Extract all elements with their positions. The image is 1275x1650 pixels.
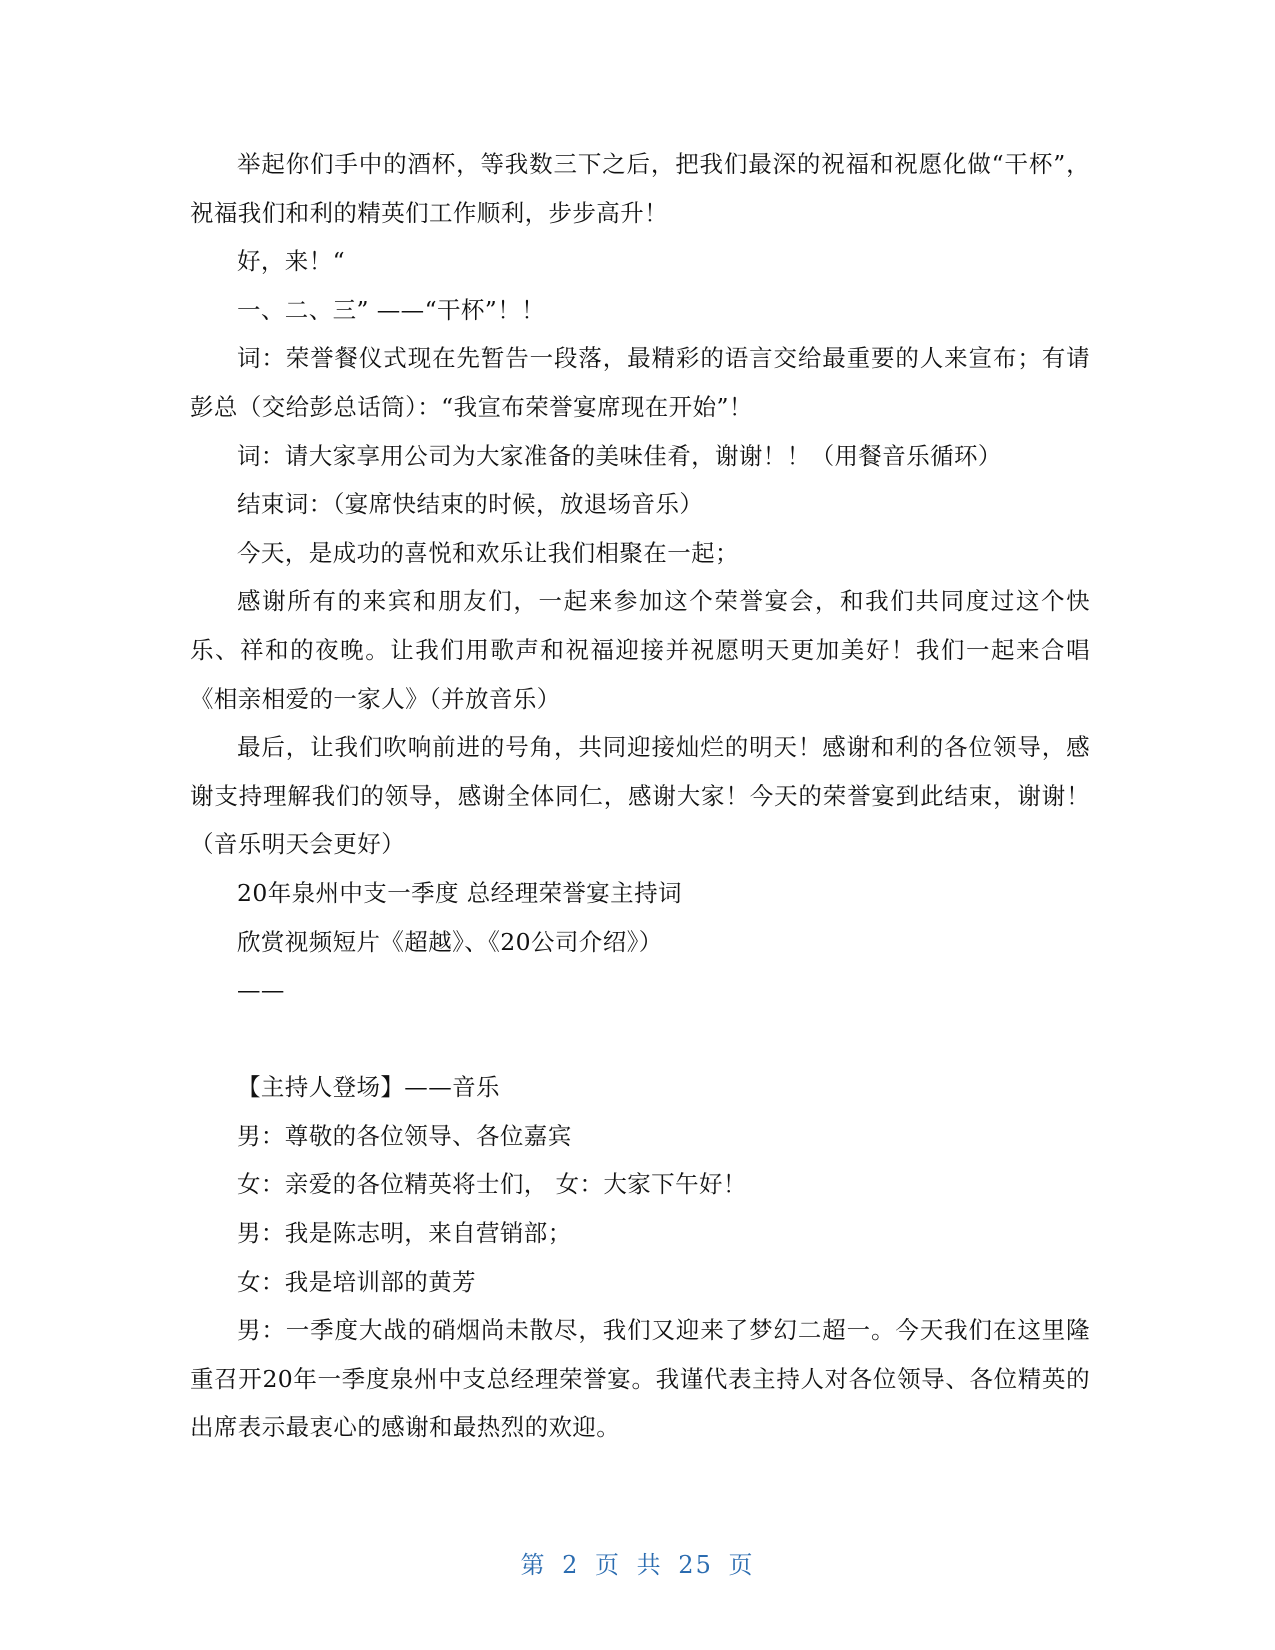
paragraph-female-intro: 女：我是培训部的黄芳 bbox=[237, 1267, 476, 1296]
paragraph-count: 一、二、三” ——“干杯”！！ bbox=[237, 295, 546, 324]
paragraph-male-intro: 男：我是陈志明，来自营销部； bbox=[237, 1219, 572, 1248]
page-number: 第 2 页 共 25 页 bbox=[520, 1551, 755, 1579]
paragraph-today: 今天，是成功的喜悦和欢乐让我们相聚在一起； bbox=[237, 538, 739, 567]
paragraph-video: 欣赏视频短片《超越》、《20公司介绍》） bbox=[237, 927, 663, 956]
document-body bbox=[190, 140, 1090, 1452]
page-footer bbox=[0, 1545, 1275, 1580]
paragraph-section-title: 20年泉州中支一季度 总经理荣誉宴主持词 bbox=[237, 878, 682, 907]
paragraph-enjoy-meal: 词：请大家享用公司为大家准备的美味佳肴，谢谢！！（用餐音乐循环） bbox=[237, 441, 1002, 470]
paragraph-ceremony-pause: 词：荣誉餐仪式现在先暂告一段落，最精彩的语言交给最重要的人来宣布；有请彭总（交给彭总话筒）：“我宣布荣誉宴席现在开始”！ bbox=[190, 344, 1090, 421]
paragraph-closing-title: 结束词：（宴席快结束的时候，放退场音乐） bbox=[237, 490, 704, 519]
paragraph-male-greeting: 男：尊敬的各位领导、各位嘉宾 bbox=[237, 1121, 572, 1150]
paragraph-spacer bbox=[190, 1015, 1090, 1064]
paragraph-toast: 举起你们手中的酒杯，等我数三下之后，把我们最深的祝福和祝愿化做“干杯”，祝福我们和利的精英们工作顺利，步步高升！ bbox=[190, 150, 1090, 227]
paragraph-come-on: 好，来！“ bbox=[237, 247, 346, 276]
paragraph-thanks-guests: 感谢所有的来宾和朋友们，一起来参加这个荣誉宴会，和我们共同度过这个快乐、祥和的夜晚。让我们用歌声和祝福迎接并祝愿明天更加美好！我们一起来合唱《相亲相爱的一家人》（并放音乐） bbox=[190, 587, 1090, 713]
paragraph-dash: —— bbox=[237, 976, 285, 1005]
paragraph-finally: 最后，让我们吹响前进的号角，共同迎接灿烂的明天！感谢和利的各位领导，感谢支持理解我们的领导，感谢全体同仁，感谢大家！今天的荣誉宴到此结束，谢谢！（音乐明天会更好） bbox=[190, 733, 1090, 859]
paragraph-female-greeting: 女：亲爱的各位精英将士们， 女：大家下午好！ bbox=[237, 1170, 747, 1199]
paragraph-host-entry: 【主持人登场】——音乐 bbox=[237, 1073, 500, 1102]
paragraph-male-opening: 男：一季度大战的硝烟尚未散尽，我们又迎来了梦幻二超一。今天我们在这里隆重召开20年一季度泉州中支总经理荣誉宴。我谨代表主持人对各位领导、各位精英的出席表示最衷心的感谢和最热烈的欢迎。 bbox=[190, 1316, 1090, 1442]
